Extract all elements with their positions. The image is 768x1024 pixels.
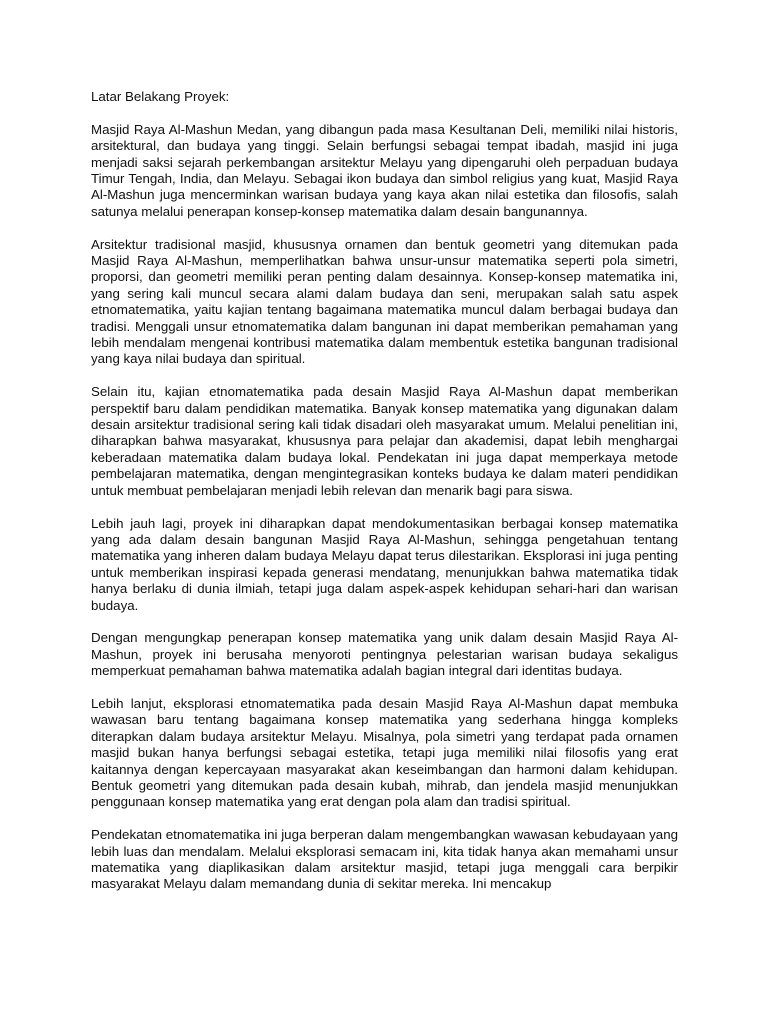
- paragraph-5: Dengan mengungkap penerapan konsep matematika yang unik dalam desain Masjid Raya Al-Mashun, proyek ini berusaha menyoroti pentingnya pelestarian warisan budaya sekaligus memperkuat pemahaman bahwa matematika adalah bagian integral dari identitas budaya.: [91, 630, 678, 679]
- paragraph-2: Arsitektur tradisional masjid, khususnya ornamen dan bentuk geometri yang ditemukan pada Masjid Raya Al-Mashun, memperlihatkan bahwa unsur-unsur matematika seperti pola simetri, proporsi, dan geometri memiliki peran penting dalam desainnya. Konsep-konsep matematika ini, yang sering kali muncul secara alami dalam budaya dan seni, merupakan salah satu aspek etnomatematika, yaitu kajian tentang bagaimana matematika muncul dalam berbagai budaya dan tradisi. Menggali unsur etnomatematika dalam bangunan ini dapat memberikan pemahaman yang lebih mendalam mengenai kontribusi matematika dalam membentuk estetika bangunan tradisional yang kaya nilai budaya dan spiritual.: [91, 236, 678, 367]
- paragraph-6: Lebih lanjut, eksplorasi etnomatematika pada desain Masjid Raya Al-Mashun dapat membuka wawasan baru tentang bagaimana konsep matematika yang sederhana hingga kompleks diterapkan dalam budaya arsitektur Melayu. Misalnya, pola simetri yang terdapat pada ornamen masjid bukan hanya berfungsi sebagai estetika, tetapi juga memiliki nilai filosofis yang erat kaitannya dengan kepercayaan masyarakat akan keseimbangan dan harmoni dalam kehidupan. Bentuk geometri yang ditemukan pada desain kubah, mihrab, dan jendela masjid menunjukkan penggunaan konsep matematika yang erat dengan pola alam dan tradisi spiritual.: [91, 695, 678, 810]
- paragraph-4: Lebih jauh lagi, proyek ini diharapkan dapat mendokumentasikan berbagai konsep matematika yang ada dalam desain bangunan Masjid Raya Al-Mashun, sehingga pengetahuan tentang matematika yang inheren dalam budaya Melayu dapat terus dilestarikan. Eksplorasi ini juga penting untuk memberikan inspirasi kepada generasi mendatang, menunjukkan bahwa matematika tidak hanya berlaku di dunia ilmiah, tetapi juga dalam aspek-aspek kehidupan sehari-hari dan warisan budaya.: [91, 515, 678, 613]
- paragraph-7: Pendekatan etnomatematika ini juga berperan dalam mengembangkan wawasan kebudayaan yang lebih luas dan mendalam. Melalui eksplorasi semacam ini, kita tidak hanya akan memahami unsur matematika yang diaplikasikan dalam arsitektur masjid, tetapi juga menggali cara berpikir masyarakat Melayu dalam memandang dunia di sekitar mereka. Ini mencakup: [91, 827, 678, 892]
- document-heading: Latar Belakang Proyek:: [91, 89, 230, 104]
- paragraph-1: Masjid Raya Al-Mashun Medan, yang dibangun pada masa Kesultanan Deli, memiliki nilai historis, arsitektural, dan budaya yang tinggi. Selain berfungsi sebagai tempat ibadah, masjid ini juga menjadi saksi sejarah perkembangan arsitektur Melayu yang dipengaruhi oleh perpaduan budaya Timur Tengah, India, dan Melayu. Sebagai ikon budaya dan simbol religius yang kuat, Masjid Raya Al-Mashun juga mencerminkan warisan budaya yang kaya akan nilai estetika dan filosofis, salah satunya melalui penerapan konsep-konsep matematika dalam desain bangunannya.: [91, 121, 678, 219]
- paragraph-3: Selain itu, kajian etnomatematika pada desain Masjid Raya Al-Mashun dapat memberikan perspektif baru dalam pendidikan matematika. Banyak konsep matematika yang digunakan dalam desain arsitektur tradisional sering kali tidak disadari oleh masyarakat umum. Melalui penelitian ini, diharapkan bahwa masyarakat, khususnya para pelajar dan akademisi, dapat lebih menghargai keberadaan matematika dalam budaya lokal. Pendekatan ini juga dapat memperkaya metode pembelajaran matematika, dengan mengintegrasikan konteks budaya ke dalam materi pendidikan untuk membuat pembelajaran menjadi lebih relevan dan menarik bagi para siswa.: [91, 384, 678, 498]
- document-page: [91, 89, 678, 893]
